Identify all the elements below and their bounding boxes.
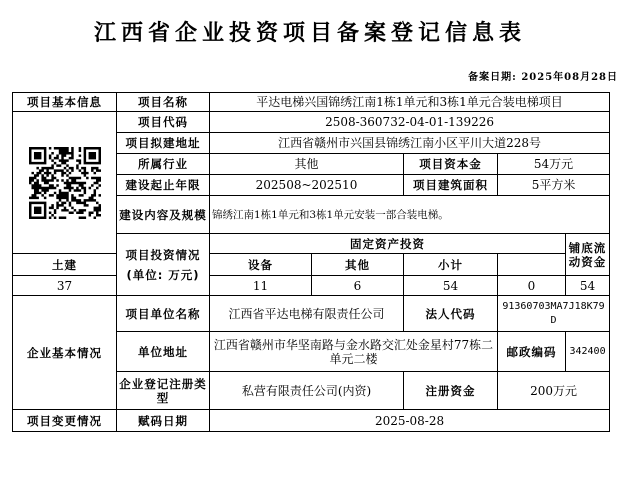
legal-code-label: 法人代码	[404, 296, 498, 332]
unit-name-label: 项目单位名称	[117, 296, 210, 332]
page-title: 江西省企业投资项目备案登记信息表	[93, 21, 526, 46]
postcode: 342400	[566, 332, 610, 372]
value-subtotal: 54	[404, 276, 498, 296]
project-code: 2508-360732-04-01-139226	[210, 112, 610, 133]
capital: 54万元	[498, 154, 610, 175]
registered-capital-label: 注册资金	[404, 372, 498, 410]
value-civil: 37	[13, 276, 117, 296]
period: 202508~202510	[210, 175, 404, 196]
project-code-label: 项目代码	[117, 112, 210, 133]
col-civil: 土建	[13, 254, 117, 276]
registration-table	[12, 92, 610, 432]
col-equipment: 设备	[210, 254, 312, 276]
project-name-label: 项目名称	[117, 93, 210, 112]
section-changes: 项目变更情况	[13, 410, 117, 432]
section-investment-title: 项目投资情况	[125, 247, 201, 262]
value-working-capital: 0	[498, 276, 566, 296]
value-equipment: 11	[210, 276, 312, 296]
postcode-label: 邮政编码	[498, 332, 566, 372]
qr-code-icon	[29, 147, 101, 219]
legal-code: 91360703MA7J18K79D	[498, 296, 610, 332]
scope: 锦绣江南1栋1单元和3栋1单元安装一部合装电梯。	[210, 196, 610, 234]
section-investment-unit: (单位: 万元)	[126, 267, 200, 282]
address-label: 单位地址	[117, 332, 210, 372]
address: 江西省赣州市华坚南路与金水路交汇处金星村77栋二单元二楼	[210, 332, 498, 372]
scope-label: 建设内容及规模	[117, 196, 210, 234]
filing-date: 备案日期: 2025年08月28日	[468, 72, 618, 83]
section-investment	[117, 234, 210, 296]
section-enterprise: 企业基本情况	[13, 296, 117, 410]
section-basic: 项目基本信息	[13, 93, 117, 112]
industry-label: 所属行业	[117, 154, 210, 175]
working-capital-label: 铺底流动资金	[566, 234, 610, 276]
registration-type-label: 企业登记注册类型	[117, 372, 210, 410]
period-label: 建设起止年限	[117, 175, 210, 196]
project-site-label: 项目拟建地址	[117, 133, 210, 154]
project-name: 平达电梯兴国锦绣江南1栋1单元和3栋1单元合装电梯项目	[210, 93, 610, 112]
project-site: 江西省赣州市兴国县锦绣江南小区平川大道228号	[210, 133, 610, 154]
value-other: 6	[312, 276, 404, 296]
registration-type: 私营有限责任公司(内资)	[210, 372, 404, 410]
area: 5平方米	[498, 175, 610, 196]
code-date-label: 赋码日期	[117, 410, 210, 432]
area-label: 项目建筑面积	[404, 175, 498, 196]
col-subtotal: 小计	[404, 254, 498, 276]
registered-capital: 200万元	[498, 372, 610, 410]
col-other: 其他	[312, 254, 404, 276]
value-total: 54	[566, 276, 610, 296]
code-date: 2025-08-28	[210, 410, 610, 432]
fixed-assets-label: 固定资产投资	[210, 234, 566, 254]
unit-name: 江西省平达电梯有限责任公司	[210, 296, 404, 332]
capital-label: 项目资本金	[404, 154, 498, 175]
industry: 其他	[210, 154, 404, 175]
qr-code-cell	[13, 112, 117, 254]
